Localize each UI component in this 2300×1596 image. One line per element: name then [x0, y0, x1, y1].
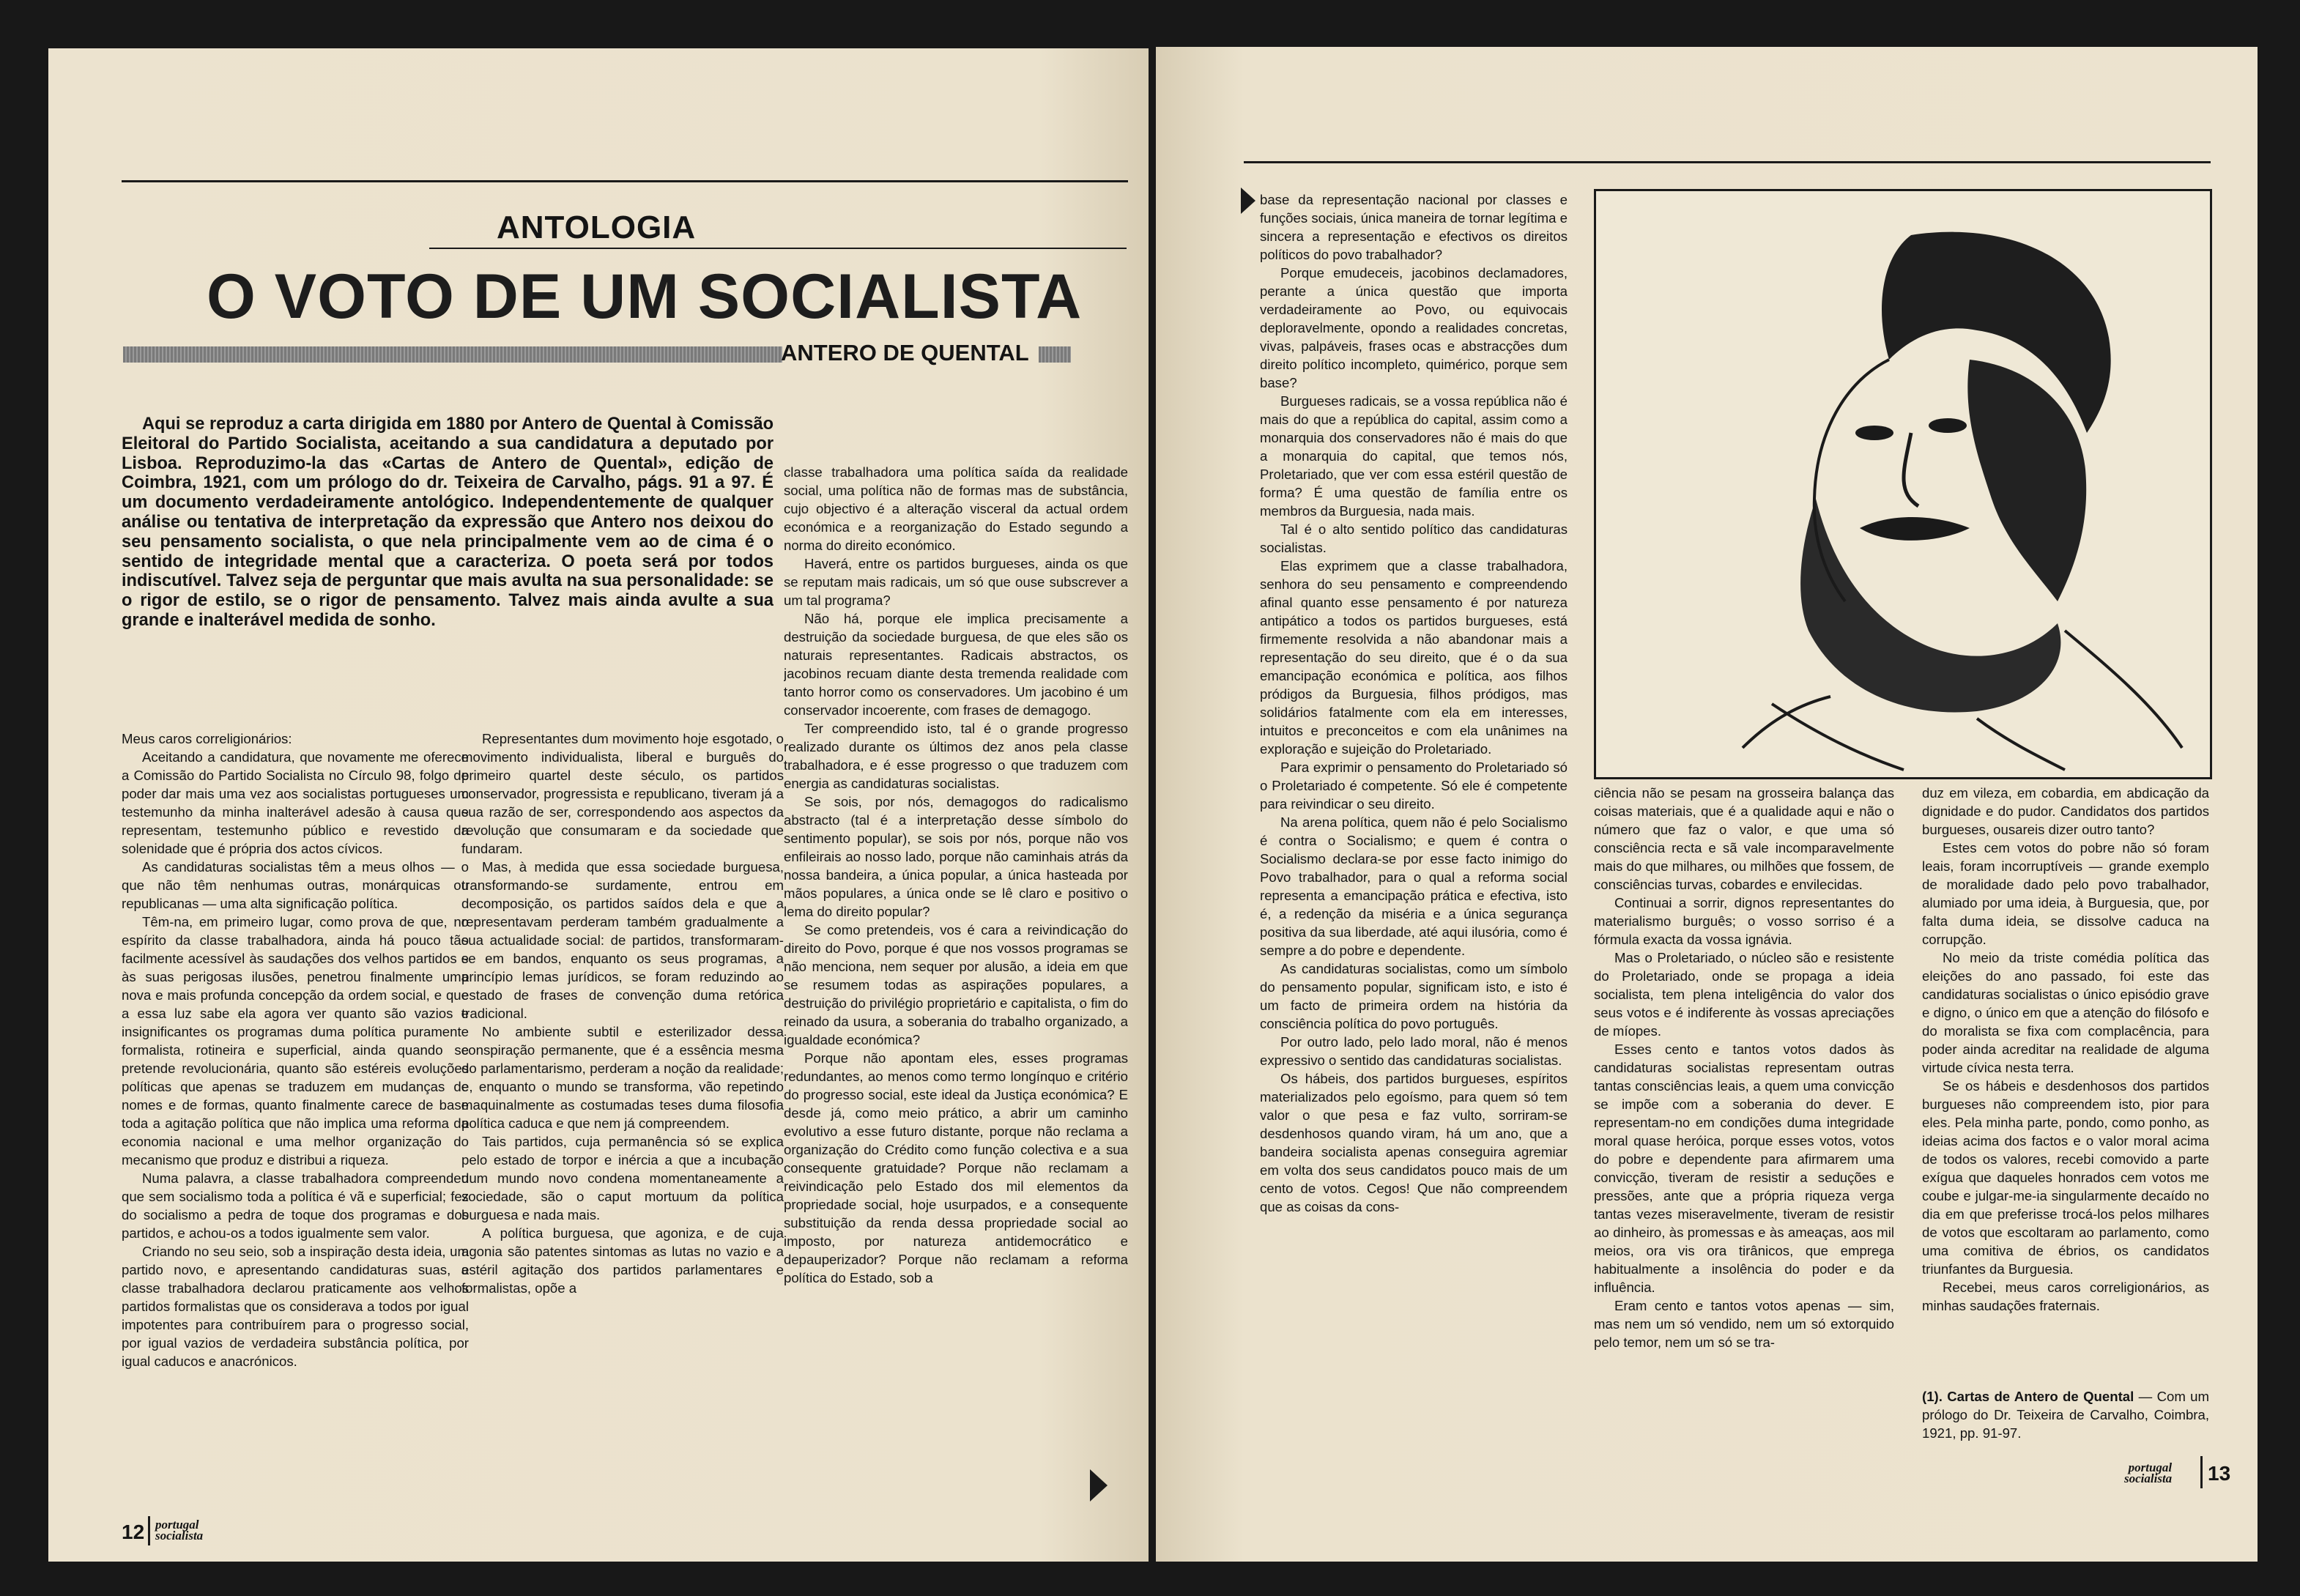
- continue-arrow-icon: [1090, 1469, 1108, 1502]
- left-page: [48, 48, 1149, 1562]
- top-rule: [1244, 161, 2211, 163]
- top-rule: [122, 180, 1128, 182]
- folio-divider: [148, 1516, 150, 1545]
- right-column-3: [1922, 784, 2209, 1370]
- eye-left: [1855, 426, 1893, 440]
- intro-paragraph: [122, 415, 774, 700]
- magazine-logo: [155, 1519, 203, 1541]
- eye-right: [1929, 418, 1967, 433]
- paragraph: Porque não apontam eles, esses programas redundantes, ao menos como termo longínquo e critério do progresso social, este ideal da Justiça económica? E desde já, como meio prático, a abrir um caminho evolutivo a esse futuro distante, porque não reclama a organização do Crédito como função colectiva e a sua consequente gratuidade? Porque não reclamam a reivindicação pelo Estado dos mil elementos da propriedade social, hoje usurpados, e a consequente substituição da renda dessa propriedade social ao imposto, por natureza antidemocrático e depauperizador? Porque não reclamam a reforma política do Estado, sob a: [784, 1050, 1128, 1285]
- paragraph: Porque emudeceis, jacobinos declamadores, perante a única questão que importa verdadeiramente ao Povo, ou equivocais deploravelmente, opondo a realidades concretas, vivas, palpáveis, frases ocas e abstracções dum direito político incompleto, quimérico, porque sem base?: [1260, 265, 1568, 390]
- paragraph: Representantes dum movimento hoje esgotado, o movimento individualista, liberal e burguês do primeiro quartel deste século, os partidos conservador, progressista e republicano, tiveram já a sua razão de ser, correspondendo aos aspectos da revolução que consumaram e da sociedade que fundaram.: [461, 731, 784, 856]
- paragraph: Por outro lado, pelo lado moral, não é menos expressivo o sentido das candidaturas socialistas.: [1260, 1034, 1568, 1068]
- paragraph: Os hábeis, dos partidos burgueses, espíritos materializados pelo egoísmo, para quem só tem valor o que pesa e faz vulto, sorriram-se desdenhosos quando viram, há um ano, que a bandeira socialista apenas conseguira agremiar em volta dos seus candidatos pouco mais de um cento de votos. Cegos! Que não compreendem que as coisas da cons-: [1260, 1071, 1568, 1214]
- paragraph: Esses cento e tantos votos dados às candidaturas socialistas representam outras tantas consciências leais, a quem uma convicção se impõe com a soberania do dever. E representam-no em condições duma integridade moral quase heróica, porque esses votos, votos do pobre e dependente para afirmarem uma convicção, tiveram de resistir a seduções e pressões, ante que a própria riqueza verga tantas vezes miseravelmente, tiveram de resistir ao dinheiro, às promessas e às ameaças, aos mil meios, ora vis ora tirânicos, que emprega habitualmente a insolência do poder e da influência.: [1594, 1042, 1894, 1295]
- paragraph: Não há, porque ele implica precisamente a destruição da sociedade burguesa, de que eles são os naturais representantes. Radicais abstractos, os jacobinos recuam diante desta tremenda realidade com tanto horror como os conservadores. Um jacobino é um conservador incoerente, com frases de demagogo.: [784, 611, 1128, 718]
- logo-line-2: socialista: [2124, 1471, 2173, 1485]
- right-column-2: [1594, 784, 1894, 1487]
- paragraph: No meio da triste comédia política das eleições do ano passado, foi este das candidaturas socialistas o único episódio grave e digno, o único em que a atenção do filósofo e do moralista se fixa com complacência, para poder ainda acreditar na realidade de alguma virtude cívica nesta terra.: [1922, 950, 2209, 1075]
- logo-line-2: socialista: [155, 1529, 204, 1543]
- left-column-1: [122, 730, 469, 1499]
- paragraph: No ambiente subtil e esterilizador dessa conspiração permanente, que é a essência mesma do parlamentarismo, perderam a noção da realidade; e, enquanto o mundo se transforma, vão repetindo maquinalmente as costumadas teses duma filosofia política caduca e que nem já compreendem.: [461, 1024, 784, 1131]
- nose: [1904, 433, 1918, 506]
- section-kicker: ANTOLOGIA: [497, 209, 697, 245]
- face-shadow: [1967, 360, 2086, 601]
- paragraph: Se como pretendeis, vos é cara a reivindicação do direito do Povo, porque é que nos vossos programas se não menciona, nem sequer por alusão, a ideia em que se resumem todas as aspirações populares, a destruição do privilégio proprietário e capitalista, o fim do reinado da usura, a soberania do trabalho organizado, a igualdade económica?: [784, 922, 1128, 1047]
- intro-text: Aqui se reproduz a carta dirigida em 1880 por Antero de Quental à Comissão Eleitoral do Partido Socialista, aceitando a sua candidatura a deputado por Lisboa. Reproduzimo-la das «Cartas de Antero de Quental», edição de Coimbra, 1921, com um prólogo do dr. Teixeira de Carvalho, págs. 91 a 97. É um documento verdadeiramente antológico. Independentemente de qualquer análise ou tentativa de interpretação da expressão que Antero nos deixou do seu pensamento socialista, o que nela principalmente vem ao de cima é o sentido de integridade mental que a caracteriza. O poeta será por todos indiscutível. Talvez seja de perguntar que mais avulta na sua personalidade: se o rigor de estilo, se o rigor de pensamento. Talvez mais ainda avulte a sua grande e inalterável medida de sonho.: [122, 415, 774, 630]
- author-byline: ANTERO DE QUENTAL: [781, 340, 1029, 365]
- paragraph: duz em vileza, em cobardia, em abdicação da dignidade e do pudor. Candidatos dos partidos burgueses, ousareis dizer outro tanto?: [1922, 785, 2209, 837]
- paragraph: Aceitando a candidatura, que novamente me oferece a Comissão do Partido Socialista no Círculo 98, folgo de poder dar mais uma vez aos socialistas portugueses um testemunho da minha inalterável adesão à causa que representam, testemunho público e revestido da solenidade que é própria dos actos cívicos.: [122, 749, 469, 856]
- paragraph: A política burguesa, que agoniza, e de cuja agonia são patentes sintomas as lutas no vazio e a estéril agitação dos partidos parlamentares e formalistas, opõe a: [461, 1225, 784, 1296]
- paragraph: Mas o Proletariado, o núcleo são e resistente do Proletariado, onde se propaga a ideia socialista, tem plena inteligência do valor dos seus votos e é indiferente às vossas apreciações de míopes.: [1594, 950, 1894, 1039]
- paragraph: Haverá, entre os partidos burgueses, ainda os que se reputam mais radicais, um só que ouse subscrever a um tal programa?: [784, 556, 1128, 608]
- paragraph: Criando no seu seio, sob a inspiração desta ideia, um partido novo, e apresentando candidaturas suas, a classe trabalhadora declarou praticamente aos velhos partidos formalistas que os considerava a todos por igual impotentes para contribuírem para o progresso social, por igual vazios de verdadeira substância política, por igual caducos e anacrónicos.: [122, 1244, 469, 1369]
- footnote-title: (1). Cartas de Antero de Quental: [1922, 1389, 2134, 1404]
- paragraph: Têm-na, em primeiro lugar, como prova de que, no espírito da classe trabalhadora, ainda há pouco tão facilmente acessível às saudações dos velhos partidos e às suas perigosas ilusões, penetrou finalmente uma nova e mais profunda concepção da ordem social, e que a essa luz sabe ela agora ver quanto são vazios e insignificantes os programas duma política puramente formalista, rotineira e superficial, ainda quando se pretende revolucionária, quanto são estéreis evoluções políticas que apenas se traduzem em mudanças de nomes e de formas, quanto finalmente carece de base toda a agitação política que não implica uma reforma da economia nacional e uma melhor organização do mecanismo que produz e distribui a riqueza.: [122, 914, 469, 1168]
- author-portrait: [1594, 189, 2212, 779]
- paragraph: Se sois, por nós, demagogos do radicalismo abstracto (tal é a interpretação desse símbolo do sentimento popular), se sois por nós, porque não vos enfileirais ao nosso lado, porque não caminhais atrás da nossa bandeira, a única popular, a única hasteada por mãos populares, a única onde se lê claro e positivo o lema do direito popular?: [784, 794, 1128, 919]
- paragraph: Estes cem votos do pobre não só foram leais, foram incorruptíveis — grande exemplo de moralidade dado pelo povo trabalhador, alumiado por uma ideia, à Burguesia, que, por falta duma ideia, se dissolve caduca na corrupção.: [1922, 840, 2209, 947]
- paragraph: base da representação nacional por classes e funções sociais, única maneira de tornar legítima e sincera a representação e efectivos os direitos políticos do povo trabalhador?: [1260, 192, 1568, 262]
- paragraph: Eram cento e tantos votos apenas — sim, mas nem um só vendido, nem um só extorquido pelo temor, nem um só se tra-: [1594, 1298, 1894, 1350]
- footnote-rest: — Com um prólogo do Dr. Teixeira de Carvalho, Coimbra, 1921, pp. 91-97.: [1922, 1389, 2209, 1441]
- paragraph: Para exprimir o pensamento do Proletariado só o Proletariado é competente. Só ele é competente para reivindicar o seu direito.: [1260, 760, 1568, 812]
- folio-divider: [2200, 1456, 2203, 1488]
- section-rule: [429, 248, 1127, 249]
- paragraph: Continuai a sorrir, dignos representantes do materialismo burguês; o vosso sorriso é a fórmula exacta da vossa ignávia.: [1594, 895, 1894, 947]
- paragraph: Se os hábeis e desdenhosos dos partidos burgueses não compreendem isto, pior para eles. Pela minha parte, pondo, como ponho, as ideias acima dos factos e o valor moral acima de todos os valores, recebi comovido a parte exígua que daqueles honrados cem votos me coube e julgar-me-ia singularmente decaído no dia em que preferisse trocá-los pelos milhares de votos que escoltaram ao parlamento, como uma comitiva de ébrios, os candidatos triunfantes da Burguesia.: [1922, 1078, 2209, 1277]
- footnote: [1922, 1387, 2209, 1468]
- paragraph: As candidaturas socialistas têm a meus olhos — o que não têm nenhumas outras, monárquicas ou republicanas — uma alta significação política.: [122, 859, 469, 911]
- salutation: Meus caros correligionários:: [122, 731, 292, 746]
- byline-bar-end: [1039, 346, 1071, 363]
- page-number: 13: [2208, 1462, 2231, 1485]
- paragraph: Numa palavra, a classe trabalhadora compreendeu que sem socialismo toda a política é vã e superficial; fez do socialismo a pedra de toque dos programas e dos partidos, e achou-os a todos igualmente sem valor.: [122, 1170, 469, 1241]
- paragraph: Tais partidos, cuja permanência só se explica pelo estado de torpor e inércia a que a incubação dum mundo novo condena momentaneamente a sociedade, são o caput mortuum da política burguesa e nada mais.: [461, 1134, 784, 1222]
- paragraph: Ter compreendido isto, tal é o grande progresso realizado durante os últimos dez anos pela classe trabalhadora, e é esse progresso o que traduzem com energia as candidaturas socialistas.: [784, 721, 1128, 791]
- paragraph: Elas exprimem que a classe trabalhadora, senhora do seu pensamento e compreendendo afinal quanto esse pensamento é por natureza antipático a todos os partidos burgueses, está firmemente resolvida a não abandonar mais a representação do seu direito, que é o da sua emancipação económica e política, aos filhos pródigos da Burguesia, filhos pródigos, mas solidários fatalmente com ela em interesses, intuitos e preconceitos e com ela unânimes na exploração e sujeição do Proletariado.: [1260, 558, 1568, 757]
- portrait-illustration: [1596, 191, 2210, 777]
- page-number: 12: [122, 1521, 145, 1543]
- paragraph: As candidaturas socialistas, como um símbolo do pensamento popular, significam isto, e isto é um facto de primeira ordem na história da consciência política do povo português.: [1260, 961, 1568, 1031]
- left-column-2: [418, 730, 784, 1499]
- logo-line-1: portugal: [155, 1518, 199, 1532]
- paragraph: ciência não se pesam na grosseira balança das coisas materiais, que é a qualidade aqui e não o número que faz o valor, e que uma só consciência recta e sã vale incomparavelmente mais do que milhares, ou milhões que fossem, de consciências turvas, cobardes e envilecidas.: [1594, 785, 1894, 892]
- left-column-3: [784, 463, 1128, 1503]
- paragraph: classe trabalhadora uma política saída da realidade social, uma política não de formas mas de substância, cujo objectivo é a alteração visceral da actual ordem económica e a reorganização do Estado segundo a norma do direito económico.: [784, 464, 1128, 553]
- mustache: [1860, 517, 1970, 541]
- paragraph: Recebei, meus caros correligionários, as minhas saudações fraternais.: [1922, 1280, 2209, 1313]
- paragraph: Burgueses radicais, se a vossa república não é mais do que a república do capital, assim como a monarquia dos conservadores não é mais do que a monarquia do capital, que temos nós, Proletariado, que ver com essa estéril questão de forma? É uma questão de família entre os membros da Burguesia, nada mais.: [1260, 393, 1568, 519]
- footnote-text: [1922, 1387, 2209, 1442]
- right-column-1: [1260, 190, 1568, 1502]
- logo-line-1: portugal: [2128, 1460, 2173, 1474]
- magazine-logo: [2124, 1462, 2172, 1484]
- byline-bar: [123, 346, 782, 363]
- shoulder-line: [1743, 697, 1830, 748]
- paragraph: Mas, à medida que essa sociedade burguesa, transformando-se surdamente, entrou em decomposição, os partidos saídos dela e que a representavam perderam também gradualmente a sua actualidade social: de partidos, transformaram-se em bandos, enquanto os seus programas, a princípio lemas jurídicos, se foram reduzindo ao estado de frases de convenção duma retórica tradicional.: [461, 859, 784, 1021]
- article-title: O VOTO DE UM SOCIALISTA: [207, 261, 1083, 332]
- right-page: [1156, 47, 2258, 1562]
- continued-arrow-icon: [1241, 188, 1255, 214]
- paragraph: Na arena política, quem não é pelo Socialismo é contra o Socialismo; e quem é contra o Socialismo declara-se por esse facto inimigo do Povo trabalhador, para o qual a reforma social representa a emancipação prática e efectiva, isto é, a redenção da miséria e a única segurança positiva da sua liberdade, até aqui ilusória, como é sempre a do pobre e dependente.: [1260, 814, 1568, 958]
- face-outline: [1814, 360, 1889, 601]
- paragraph: Tal é o alto sentido político das candidaturas socialistas.: [1260, 522, 1568, 555]
